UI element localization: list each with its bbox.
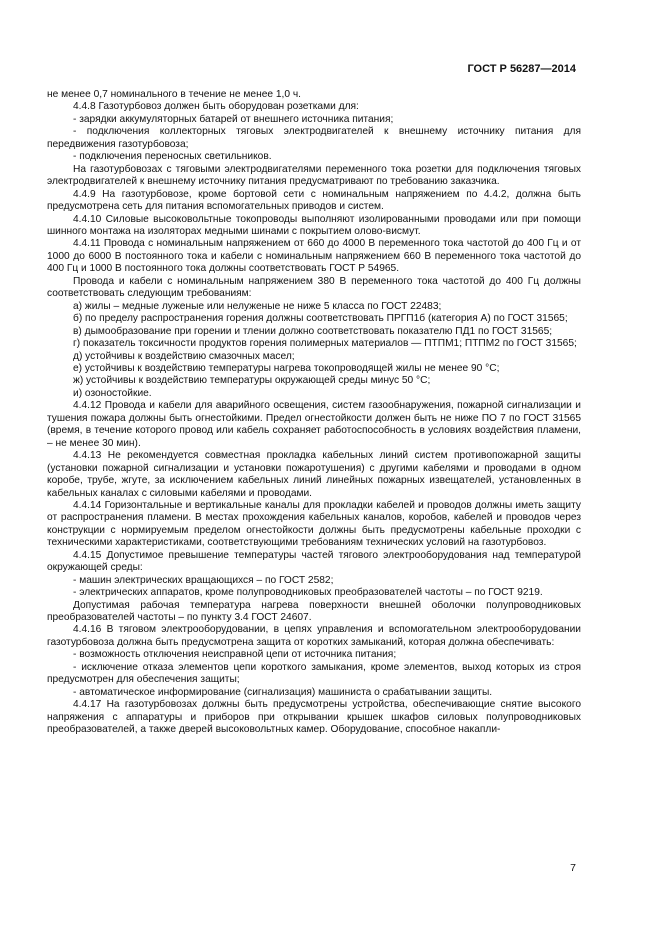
paragraph: е) устойчивы к воздействию температуры нагрева токопроводящей жилы не менее 90 °С; — [73, 362, 500, 374]
page-number: 7 — [570, 862, 576, 874]
paragraph: На газотурбовозах с тяговыми электродвигателями переменного тока розетки для подключения тяговых электродвигателей к внешнему источнику питания предусматривают по требованию заказчика. — [47, 163, 581, 188]
paragraph: 4.4.14 Горизонтальные и вертикальные каналы для прокладки кабелей и проводов должны иметь защиту от распространения пламени. В местах прохождения кабельных каналов, коробов, кабелей и проводов через конструкции с нормируемым пределом огнестойкости должны быть предусмотрены кабельные проходки с техническими характеристиками, соответствующими требованиям технических условий на газотурбовоз. — [47, 499, 581, 549]
paragraph: д) устойчивы к воздействию смазочных масел; — [73, 350, 295, 362]
paragraph: в) дымообразование при горении и тлении должно соответствовать показателю ПД1 по ГОСТ 31565; — [73, 325, 553, 337]
paragraph: - подключения коллекторных тяговых электродвигателей к внешнему источнику питания для передвижения газотурбовоза; — [47, 126, 581, 150]
paragraph: - подключения переносных светильников. — [73, 151, 272, 163]
paragraph: б) по пределу распространения горения должны соответствовать ПРГП1б (категория А) по ГОСТ 31565; — [73, 313, 568, 325]
paragraph: - автоматическое информирование (сигнализация) машиниста о срабатывании защиты. — [73, 686, 493, 698]
paragraph: - зарядки аккумуляторных батарей от внешнего источника питания; — [73, 113, 394, 125]
paragraph: - машин электрических вращающихся – по ГОСТ 2582; — [73, 574, 334, 586]
paragraph: - исключение отказа элементов цепи короткого замыкания, кроме элементов, выход которых из строя предусмотрен для обеспечения защиты; — [47, 661, 581, 686]
paragraph: - возможность отключения неисправной цепи от источника питания; — [73, 649, 397, 661]
document-body — [47, 89, 581, 737]
paragraph: 4.4.9 На газотурбовозе, кроме бортовой сети с номинальным напряжением по 4.4.2, должна быть предусмотрена сеть для питания вспомогательных приводов и систем. — [47, 188, 581, 213]
paragraph: а) жилы – медные луженые или нелуженые не ниже 5 класса по ГОСТ 22483; — [73, 300, 442, 312]
paragraph: не менее 0,7 номинального в течение не менее 1,0 ч. — [47, 89, 302, 100]
paragraph: - электрических аппаратов, кроме полупроводниковых преобразователей частоты – по ГОСТ 9219. — [73, 587, 543, 599]
paragraph: 4.4.12 Провода и кабели для аварийного освещения, систем газообнаружения, пожарной сигнализации и тушения пожара должны быть огнестойкими. Предел огнестойкости должен быть не ниже ПО 7 по ГОСТ 31565 (время, в течение которого провод или кабель сохраняет работоспособность в условиях воздействия пламени, – не менее 30 мин). — [47, 400, 581, 449]
paragraph: 4.4.17 На газотурбовозах должны быть предусмотрены устройства, обеспечивающие снятие высокого напряжения с аппаратуры и приборов при открывании крышек шкафов силовых полупроводниковых преобразователей, а также дверей высоковольтных камер. Оборудование, способное накапли- — [47, 699, 581, 736]
paragraph: 4.4.11 Провода с номинальным напряжением от 660 до 4000 В переменного тока частотой до 400 Гц и от 1000 до 6000 В постоянного тока и кабели с номинальным напряжением 660 В переменного тока частотой до 400 Гц и 1000 В постоянного тока должны соответствовать ГОСТ Р 54965. — [47, 238, 581, 275]
paragraph: 4.4.16 В тяговом электрооборудовании, в цепях управления и вспомогательном электрооборудовании газотурбовоза должна быть предусмотрена защита от коротких замыканий, которая должна обеспечивать: — [47, 624, 581, 648]
paragraph: Провода и кабели с номинальным напряжением 380 В переменного тока частотой до 400 Гц должны соответствовать следующим требованиям: — [47, 275, 581, 300]
paragraph: и) озоностойкие. — [73, 387, 152, 399]
paragraph: 4.4.13 Не рекомендуется совместная прокладка кабельных линий систем противопожарной защиты (установки пожарной сигнализации и установки пожаротушения) с другими кабелями и проводами в одном коробе, трубе, жгуте, за исключением кабельных линий линейных пожарных извещателей, установленных в кабельных каналах с силовыми кабелями и проводами. — [47, 450, 581, 499]
paragraph: ж) устойчивы к воздействию температуры окружающей среды минус 50 °С; — [73, 375, 431, 387]
paragraph: г) показатель токсичности продуктов горения полимерных материалов — ПТПМ1; ПТПМ2 по ГОСТ 31565; — [73, 338, 577, 350]
paragraph: 4.4.8 Газотурбовоз должен быть оборудован розетками для: — [73, 101, 359, 113]
paragraph: 4.4.15 Допустимое превышение температуры частей тягового электрооборудования над температурой окружающей среды: — [47, 549, 581, 574]
paragraph: Допустимая рабочая температура нагрева поверхности внешней оболочки полупроводниковых преобразователей частоты – по пункту 3.4 ГОСТ 24607. — [47, 599, 581, 624]
document-header: ГОСТ Р 56287—2014 — [467, 63, 576, 75]
paragraph: 4.4.10 Силовые высоковольтные токопроводы выполняют изолированными проводами или при помощи шинного монтажа на изоляторах медными шинами с покрытием олово-висмут. — [47, 213, 581, 237]
